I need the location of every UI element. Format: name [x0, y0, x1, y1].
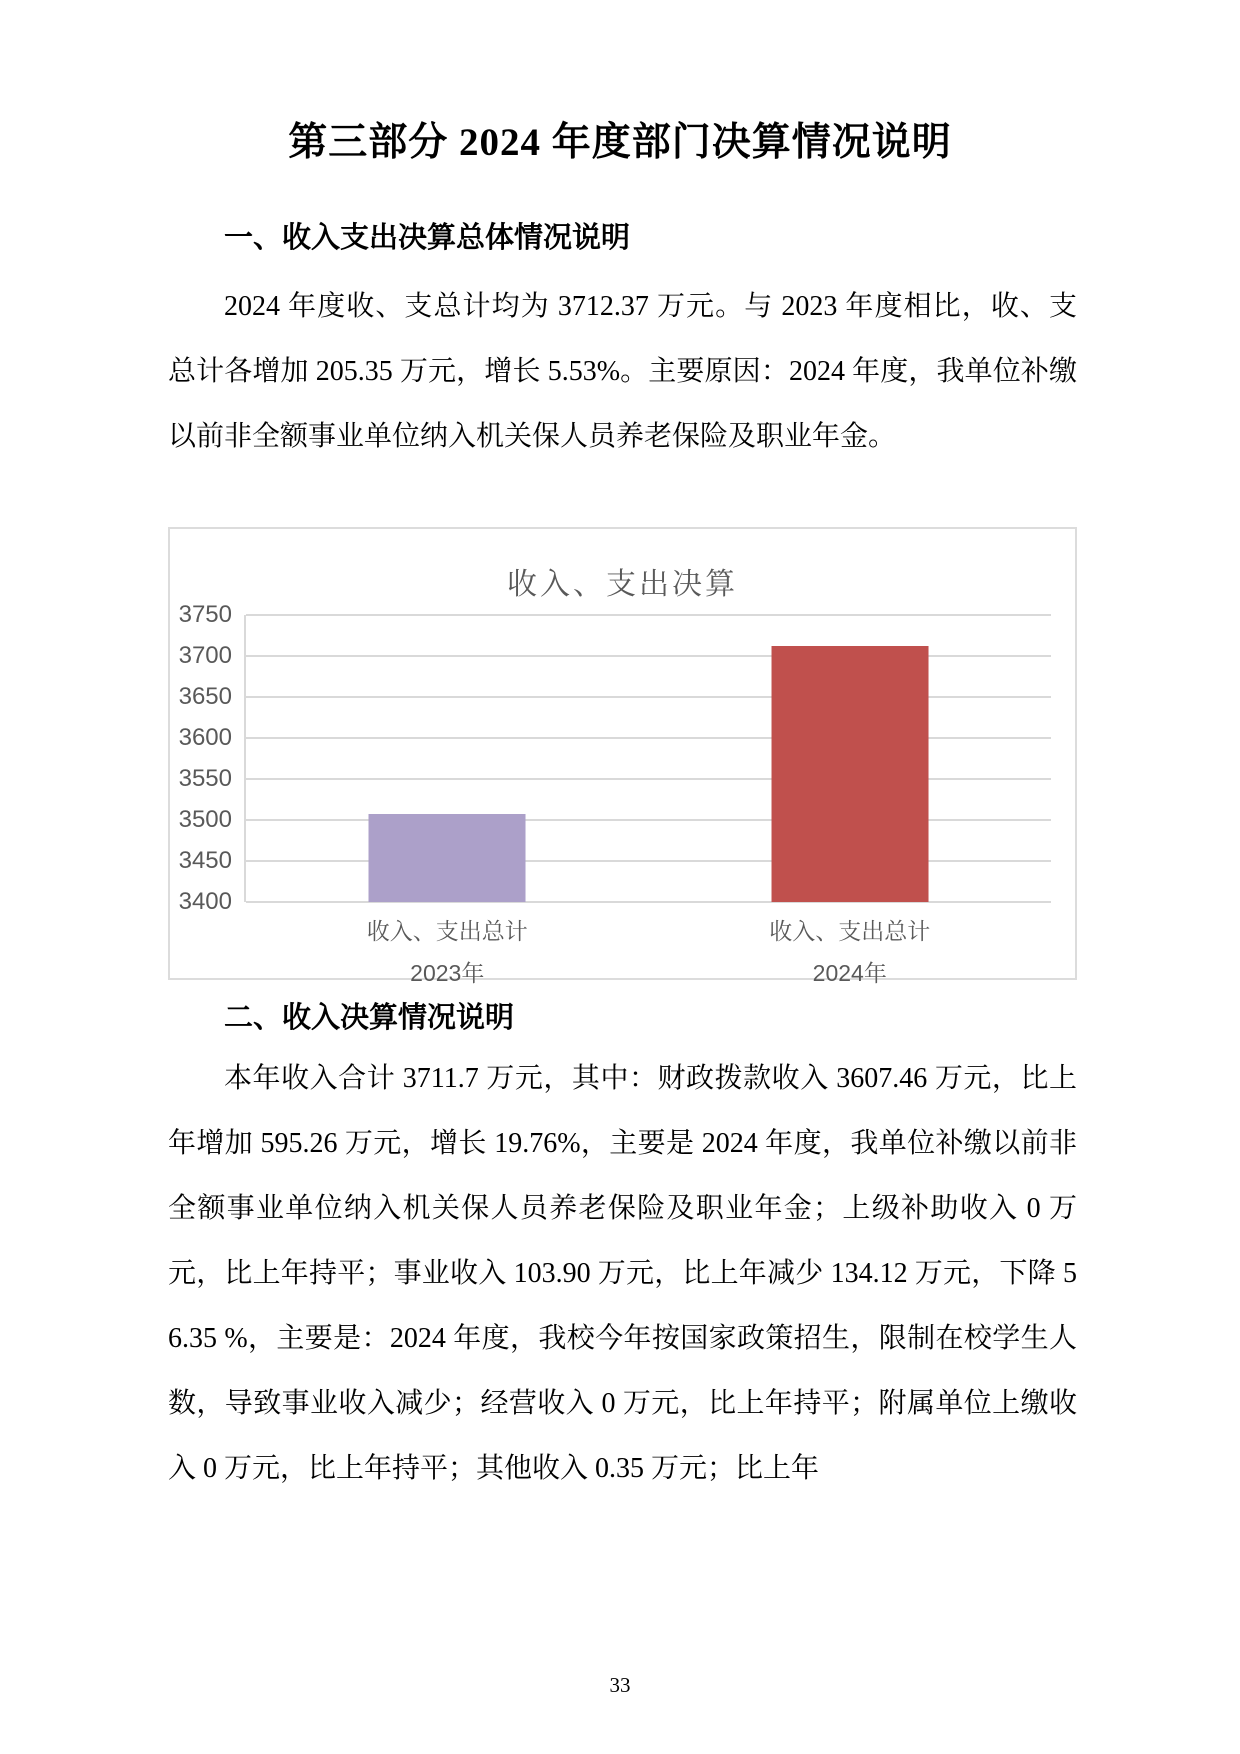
chart-title: 收入、支出决算 [507, 568, 738, 601]
category-name: 收入、支出总计 [769, 918, 931, 944]
gridline-3700 [246, 655, 1051, 657]
y-tick-label-3750: 3750 [178, 601, 232, 628]
document-title: 第三部分 2024 年度部门决算情况说明 [288, 121, 952, 164]
section1-heading: 一、收入支出决算总体情况说明 [224, 222, 631, 254]
plot-wrap [178, 601, 1051, 986]
plot-area [178, 601, 1051, 986]
y-tick-label-3550: 3550 [178, 765, 232, 792]
bar-2024年 [771, 646, 928, 902]
category-label-2023年 [367, 916, 528, 988]
gridline-3550 [246, 778, 1051, 780]
gridline-3750 [246, 614, 1051, 616]
y-tick-label-3700: 3700 [178, 642, 232, 669]
page-number: 33 [609, 1673, 631, 1697]
section1-paragraph: 2024 年度收、支总计均为 3712.37 万元。与 2023 年度相比，收、支总计各增加 205.35 万元，增长 5.53%。主要原因：2024 年度，我单位补缴以前非全额事业单位纳入机关保人员养老保险及职业年金。 [168, 291, 1077, 452]
category-year: 2023年 [410, 960, 485, 986]
gridline-3500 [246, 819, 1051, 821]
y-tick-label-3650: 3650 [178, 683, 232, 710]
category-name: 收入、支出总计 [366, 918, 528, 944]
revenue-expenditure-chart [168, 527, 1077, 986]
gridline-3600 [246, 737, 1051, 739]
category-year: 2024年 [812, 960, 887, 986]
section2-paragraph: 本年收入合计 3711.7 万元，其中：财政拨款收入 3607.46 万元，比上年增加 595.26 万元，增长 19.76%，主要是 2024 年度，我单位补缴以前非全额事业单位纳入机关保人员养老保险及职业年金；上级补助收入 0 万元，比上年持平；事业收入 103.90 万元，比上年减少 134.12 万元，下降 56.35 %，主要是：2024 年度，我校今年按国家政策招生，限制在校学生人数，导致事业收入减少；经营收入 0 万元，比上年持平；附属单位上缴收入 0 万元，比上年持平；其他收入 0.35 万元；比上年 [168, 1063, 1077, 1484]
gridline-3450 [246, 860, 1051, 862]
category-label-2024年 [769, 916, 930, 988]
y-tick-label-3500: 3500 [178, 806, 232, 833]
y-tick-label-3400: 3400 [178, 888, 232, 915]
y-tick-label-3450: 3450 [178, 847, 232, 874]
gridline-3400 [246, 901, 1051, 903]
document-content [168, 216, 1077, 1501]
gridline-3650 [246, 696, 1051, 698]
bar-2023年 [369, 814, 526, 902]
section2-heading: 二、收入决算情况说明 [224, 1002, 515, 1034]
y-tick-label-3600: 3600 [178, 724, 232, 751]
